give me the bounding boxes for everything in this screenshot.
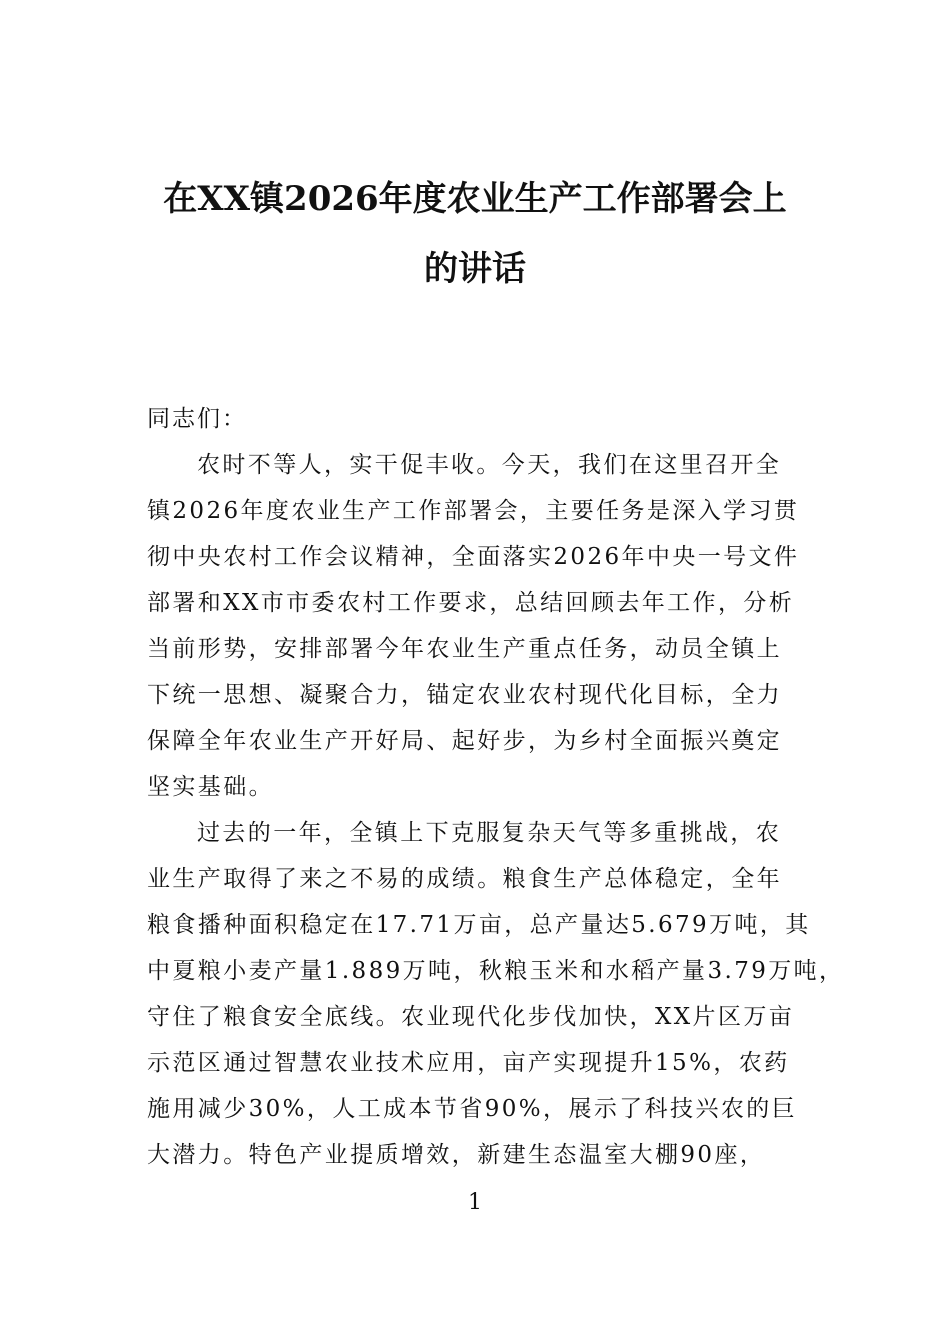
paragraph-line: 当前形势，安排部署今年农业生产重点任务，动员全镇上 <box>147 636 782 662</box>
paragraph-line: 农时不等人，实干促丰收。今天，我们在这里召开全 <box>197 452 782 478</box>
paragraph-line: 坚实基础。 <box>147 774 274 800</box>
paragraph-line: 保障全年农业生产开好局、起好步，为乡村全面振兴奠定 <box>147 728 782 754</box>
paragraph-line: 下统一思想、凝聚合力，锚定农业农村现代化目标，全力 <box>147 682 782 708</box>
title-line: 在XX镇2026年度农业生产工作部署会上 <box>163 179 787 219</box>
document-title <box>140 164 810 304</box>
page-number: 1 <box>468 1190 482 1215</box>
paragraph-line: 大潜力。特色产业提质增效，新建生态温室大棚90座， <box>147 1142 766 1168</box>
paragraph-review <box>147 810 845 1178</box>
paragraph-line: 业生产取得了来之不易的成绩。粮食生产总体稳定，全年 <box>147 866 782 892</box>
paragraph-line: 粮食播种面积稳定在17.71万亩，总产量达5.679万吨，其 <box>147 912 811 938</box>
paragraph-opening <box>147 442 807 810</box>
paragraph-line: 部署和XX市市委农村工作要求，总结回顾去年工作，分析 <box>147 590 795 616</box>
paragraph-line: 中夏粮小麦产量1.889万吨，秋粮玉米和水稻产量3.79万吨， <box>147 958 845 984</box>
title-line: 的讲话 <box>424 249 526 289</box>
paragraph-line: 示范区通过智慧农业技术应用，亩产实现提升15%，农药 <box>147 1050 790 1076</box>
paragraph-line: 镇2026年度农业生产工作部署会，主要任务是深入学习贯 <box>147 498 800 524</box>
paragraph-line: 彻中央农村工作会议精神，全面落实2026年中央一号文件 <box>147 544 800 570</box>
document-body <box>147 396 845 1178</box>
salutation: 同志们： <box>147 406 247 432</box>
paragraph-line: 施用减少30%，人工成本节省90%，展示了科技兴农的巨 <box>147 1096 798 1122</box>
paragraph-line: 过去的一年，全镇上下克服复杂天气等多重挑战，农 <box>197 820 782 846</box>
paragraph-line: 守住了粮食安全底线。农业现代化步伐加快，XX片区万亩 <box>147 1004 795 1030</box>
